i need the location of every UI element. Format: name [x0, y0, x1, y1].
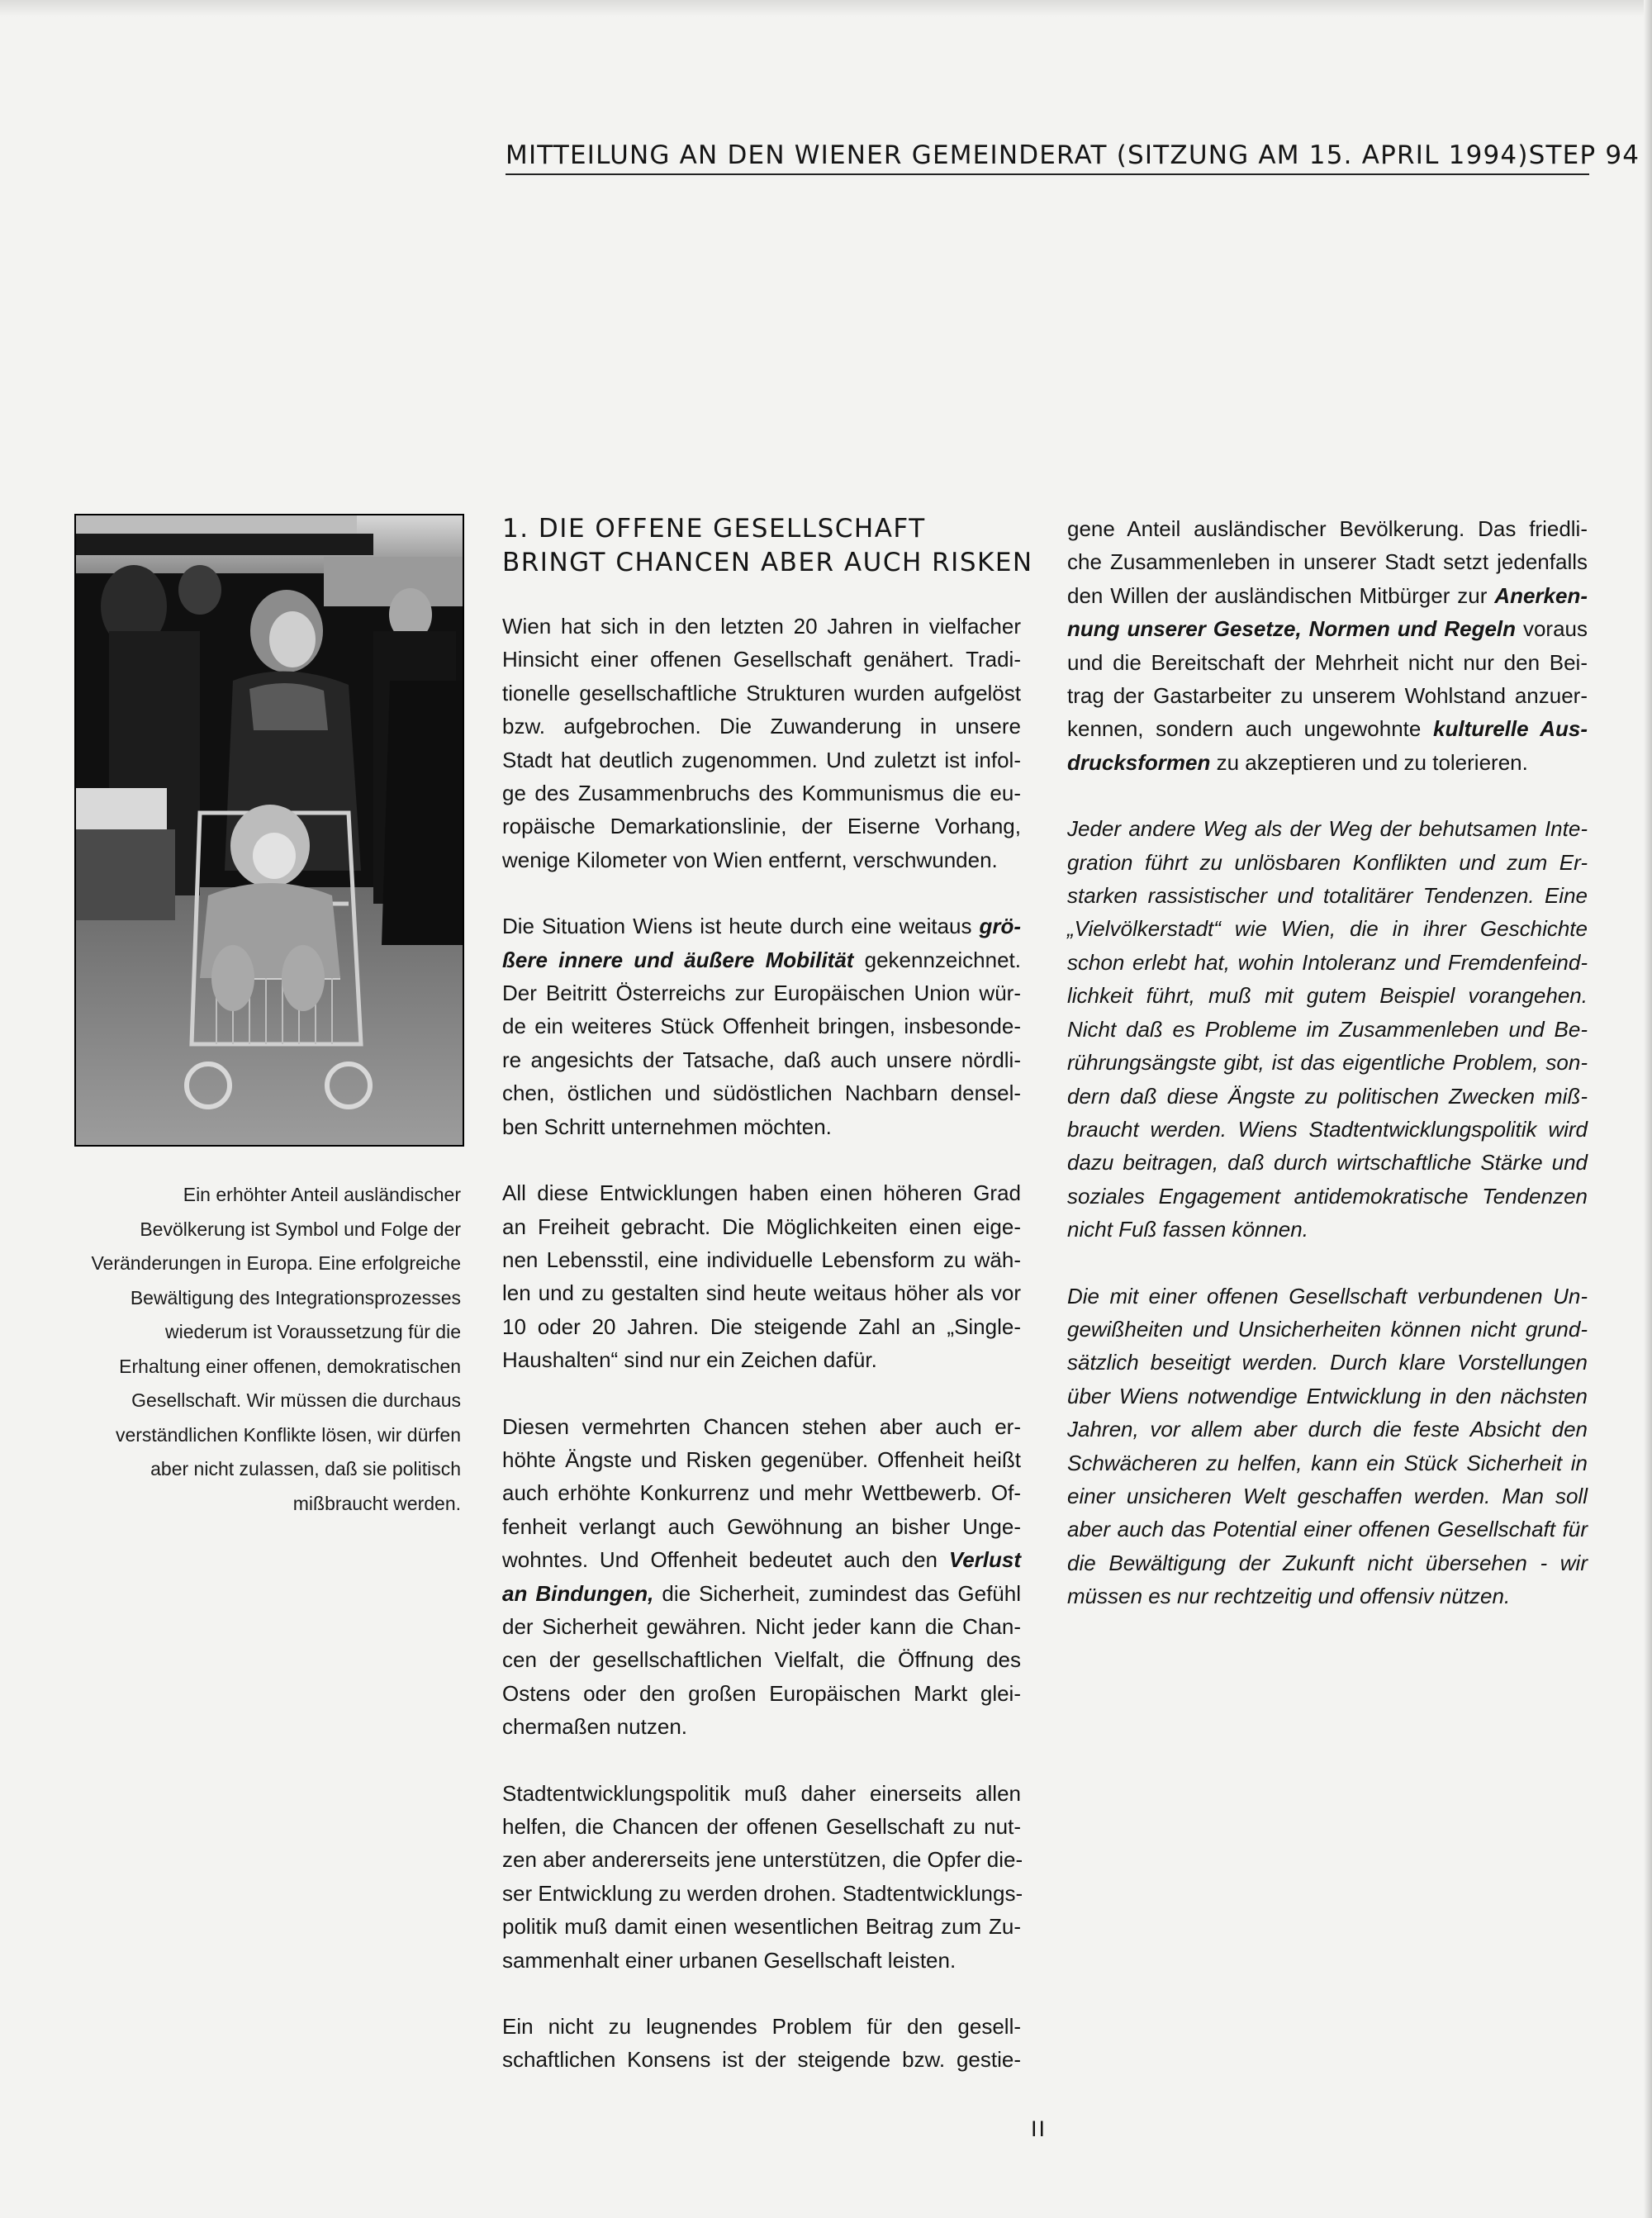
text-line: Jeder andere Weg als der Weg der behutsamen Inte-	[1067, 816, 1588, 842]
header-title: MITTEILUNG AN DEN WIENER GEMEINDERAT (SITZUNG AM 15. APRIL 1994)	[506, 140, 1529, 170]
text-line	[502, 910, 1021, 943]
page-right-edge	[1644, 0, 1652, 2218]
text-line: dazu beitragen, daß durch wirtschaftliche Stärke und	[1067, 1150, 1588, 1175]
text-line: Stadt hat deutlich zugenommen. Und zuletzt ist infol-	[502, 747, 1021, 772]
text-line: Wien hat sich in den letzten 20 Jahren in vielfacher	[502, 614, 1021, 639]
caption-line: aber nicht zulassen, daß sie politisch	[150, 1458, 461, 1479]
caption-line: verständlichen Konflikte lösen, wir dürfen	[115, 1423, 461, 1446]
photo-drawing	[76, 515, 463, 1145]
caption-line: Erhaltung einer offenen, demokratischen	[119, 1355, 461, 1377]
text-line: Diesen vermehrten Chancen stehen aber auch er-	[502, 1413, 1021, 1439]
text-line: ser Entwicklung zu werden drohen. Stadtentwicklungs-	[502, 1880, 1023, 1906]
text-line: sammenhalt einer urbanen Gesellschaft leisten.	[502, 1947, 957, 1973]
caption-line: Gesellschaft. Wir müssen die durchaus	[131, 1389, 461, 1411]
text-line: höhte Ängste und Risken gegenüber. Offenheit heißt	[502, 1446, 1021, 1472]
text-line	[1067, 612, 1588, 645]
text-line: len und zu gestalten sind heute weitaus höher als vor	[502, 1280, 1021, 1306]
text-line: schaftlichen Konsens ist der steigende bzw. gestie-	[502, 2047, 1021, 2073]
text-line	[1067, 712, 1588, 745]
text-line	[1067, 746, 1588, 779]
text-line: starken rassistischer und totalitärer Tendenzen. Eine	[1067, 883, 1588, 909]
text-line: ge des Zusammenbruchs des Kommunismus die eu-	[502, 781, 1021, 806]
text-line: Der Beitritt Österreichs zur Europäischen Union wür-	[502, 981, 1021, 1006]
caption-line: wiederum ist Voraussetzung für die	[165, 1321, 461, 1342]
text-run: gekennzeichnet.	[853, 947, 1021, 972]
text-line: dern daß diese Ängste zu politischen Zwecken miß-	[1067, 1083, 1588, 1109]
text-line: Ostens oder den großen Europäischen Markt glei-	[502, 1680, 1021, 1706]
text-line: braucht werden. Wiens Stadtentwicklungspolitik wird	[1067, 1116, 1588, 1142]
text-line: re angesichts der Tatsache, daß auch unsere nördli-	[502, 1047, 1021, 1072]
text-line: zen aber andererseits jene unterstützen, die Opfer die-	[502, 1847, 1023, 1873]
section-title-line: BRINGT CHANCEN ABER AUCH RISKEN	[502, 548, 1033, 577]
page-header	[506, 137, 1640, 175]
text-line: lichkeit führt, muß mit gutem Beispiel vorangehen.	[1067, 983, 1588, 1009]
text-line: Nicht daß es Probleme im Zusammenleben und Be-	[1067, 1016, 1588, 1042]
text-line: che Zusammenleben in unserer Stadt setzt jedenfalls	[1067, 549, 1588, 575]
text-line: Die mit einer offenen Gesellschaft verbundenen Un-	[1067, 1283, 1588, 1308]
text-line: gewißheiten und Unsicherheiten können nicht grund-	[1067, 1316, 1588, 1342]
text-line: chermaßen nutzen.	[502, 1714, 688, 1740]
paragraph	[1067, 1280, 1588, 1613]
middle-column	[502, 512, 1033, 2110]
paragraph	[1067, 512, 1588, 779]
text-line: rührungsängste gibt, ist das eigentliche Problem, son-	[1067, 1050, 1588, 1076]
text-line: „Vielvölkerstadt“ wie Wien, die in ihrer Geschichte	[1067, 916, 1588, 942]
text-line: helfen, die Chancen der offenen Gesellschaft zu nut-	[502, 1814, 1021, 1839]
text-line: trag der Gastarbeiter zu unserem Wohlstand anzuer-	[1067, 683, 1588, 709]
page-top-edge	[0, 0, 1652, 17]
photo-caption	[79, 1178, 461, 1521]
text-line: chen, östlichen und südöstlichen Nachbarn densel-	[502, 1081, 1021, 1106]
text-line: und die Bereitschaft der Mehrheit nicht nur den Bei-	[1067, 649, 1588, 675]
text-line: der Sicherheit gewähren. Nicht jeder kann die Chan-	[502, 1613, 1021, 1639]
text-line: gene Anteil ausländischer Bevölkerung. Das friedli-	[1067, 516, 1588, 541]
text-run: zu akzeptieren und zu tolerieren.	[1210, 749, 1528, 775]
caption-line: Bewältigung des Integrationsprozesses	[130, 1286, 461, 1308]
emphasis: Verlust	[948, 1547, 1021, 1573]
emphasis: an Bindungen,	[502, 1580, 654, 1606]
text-run: kennen, sondern auch ungewohnte	[1067, 716, 1433, 742]
text-line	[502, 943, 1021, 976]
caption-line: Veränderungen in Europa. Eine erfolgreiche	[91, 1252, 461, 1274]
section-title-line: 1. DIE OFFENE GESELLSCHAFT	[502, 514, 926, 544]
text-line: wenige Kilometer von Wien entfernt, verschwunden.	[502, 847, 998, 872]
text-run: Die Situation Wiens ist heute durch eine weitaus	[502, 914, 980, 939]
paragraph	[502, 2010, 1021, 2077]
section-title	[502, 512, 1033, 580]
text-line: Schwächeren zu helfen, kann ein Stück Sicherheit in	[1067, 1450, 1588, 1475]
emphasis: kulturelle Aus-	[1432, 716, 1588, 742]
text-line: bzw. aufgebrochen. Die Zuwanderung in unsere	[502, 714, 1021, 739]
right-column	[1067, 512, 1588, 1646]
paragraph	[502, 1176, 1021, 1376]
text-line: All diese Entwicklungen haben einen höheren Grad	[502, 1180, 1021, 1206]
text-line: Ein nicht zu leugnendes Problem für den gesell-	[502, 2014, 1021, 2040]
text-line: auch erhöhte Konkurrenz und mehr Wettbewerb. Of-	[502, 1480, 1021, 1506]
text-line: schon erlebt hat, wohin Intoleranz und Fremdenfeind-	[1067, 949, 1588, 975]
header-code: STEP 94	[1528, 140, 1640, 170]
text-run: voraus	[1516, 616, 1588, 642]
street-market-photo	[74, 514, 464, 1147]
text-line: an Freiheit gebracht. Die Möglichkeiten einen eige-	[502, 1213, 1021, 1239]
paragraph	[502, 1777, 1021, 1977]
text-line: Haushalten“ sind nur ein Zeichen dafür.	[502, 1347, 877, 1373]
text-line: fenheit verlangt auch Gewöhnung an bisher Unge-	[502, 1513, 1021, 1539]
text-line: ben Schritt unternehmen möchten.	[502, 1114, 832, 1139]
text-line: müssen es nur rechtzeitig und offensiv nützen.	[1067, 1584, 1511, 1609]
text-line: politik muß damit einen wesentlichen Beitrag zum Zu-	[502, 1914, 1021, 1940]
paragraph	[502, 910, 1021, 1143]
text-line: ropäische Demarkationslinie, der Eiserne Vorhang,	[502, 814, 1021, 839]
text-line: über Wiens notwendige Entwicklung in den nächsten	[1067, 1383, 1588, 1408]
emphasis: nung unserer Gesetze, Normen und Regeln	[1067, 616, 1517, 642]
caption-line: Ein erhöhter Anteil ausländischer	[183, 1184, 461, 1205]
paragraph	[502, 1410, 1021, 1744]
text-line: nen Lebensstil, eine individuelle Lebensform zu wäh-	[502, 1247, 1021, 1272]
text-line: aber auch das Potential einer offenen Gesellschaft für	[1067, 1517, 1588, 1542]
text-line	[502, 1543, 1021, 1576]
text-run: den Willen der ausländischen Mitbürger zur	[1067, 582, 1495, 608]
text-line: 10 oder 20 Jahren. Die steigende Zahl an „Single-	[502, 1313, 1021, 1339]
text-line: sätzlich beseitigt werden. Durch klare Vorstellungen	[1067, 1350, 1588, 1375]
emphasis: grö-	[979, 914, 1021, 939]
text-line: einer unsicheren Welt geschaffen werden. Man soll	[1067, 1483, 1588, 1508]
caption-line: mißbraucht werden.	[292, 1492, 461, 1514]
text-line: gration führt zu unlösbaren Konflikten und zum Er-	[1067, 849, 1588, 875]
text-line: cen der gesellschaftlichen Vielfalt, die Öffnung des	[502, 1647, 1021, 1673]
emphasis: Anerken-	[1494, 582, 1588, 608]
text-line: nicht Fuß fassen können.	[1067, 1217, 1308, 1242]
text-line: Stadtentwicklungspolitik muß daher einerseits allen	[502, 1780, 1021, 1806]
text-line: soziales Engagement antidemokratische Tendenzen	[1067, 1183, 1588, 1209]
text-run: die Sicherheit, zumindest das Gefühl	[653, 1580, 1021, 1606]
emphasis: drucksformen	[1067, 749, 1211, 775]
text-line	[502, 1577, 1021, 1610]
text-line: de ein weiteres Stück Offenheit bringen, insbesonde-	[502, 1014, 1021, 1039]
emphasis: ßere innere und äußere Mobilität	[502, 947, 854, 972]
text-line: tionelle gesellschaftliche Strukturen wurden aufgelöst	[502, 680, 1021, 705]
text-line: Hinsicht einer offenen Gesellschaft genähert. Tradi-	[502, 647, 1021, 672]
paragraph	[502, 610, 1021, 876]
text-line	[1067, 579, 1588, 612]
text-line: die Bewältigung der Zukunft nicht übersehen - wir	[1067, 1550, 1588, 1575]
paragraph	[1067, 812, 1588, 1246]
text-line: Jahren, vor allem aber durch die feste Absicht den	[1067, 1417, 1588, 1442]
text-run: wohntes. Und Offenheit bedeutet auch den	[502, 1547, 949, 1573]
caption-line: Bevölkerung ist Symbol und Folge der	[140, 1218, 461, 1240]
page-number: II	[1031, 2116, 1047, 2141]
